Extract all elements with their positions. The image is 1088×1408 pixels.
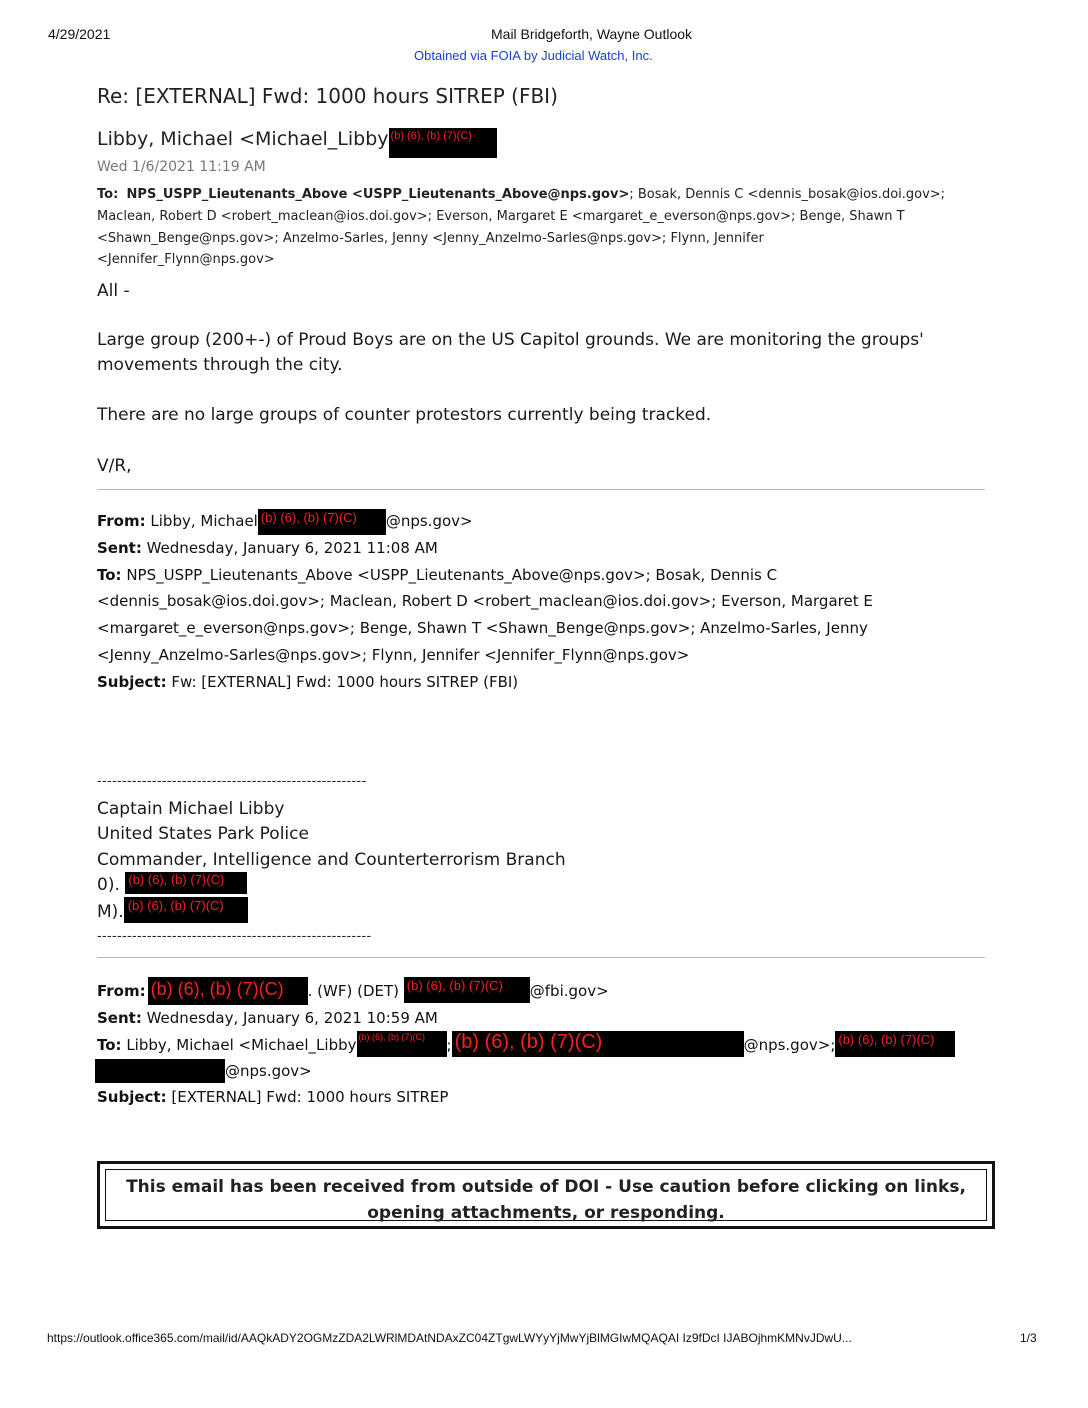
redaction-box: (b) (6), (b) (7)(C) [389,128,497,158]
signature-dashes-top: ------------------------------------------------------ [97,774,367,789]
signature-dashes-bottom: ------------------------------------------------------- [97,929,372,944]
fwd2-to-name: Libby, Michael <Michael_Libby [126,1036,357,1054]
redaction-box: (b) (6), (b) (7)(C) [357,1031,447,1057]
print-title: Mail Bridgeforth, Wayne Outlook [491,26,693,42]
fwd2-subject-value: [EXTERNAL] Fwd: 1000 hours SITREP [171,1088,449,1106]
fwd1-from [97,512,473,535]
to-line-1 [97,187,945,202]
fwd1-to-line-1 [97,566,777,584]
fwd2-sent [97,1009,438,1027]
fwd2-subject-label: Subject: [97,1088,167,1106]
fwd1-to-label: To: [97,566,122,584]
redaction-box: (b) (6), (b) (7)(C) [148,977,308,1005]
fwd2-to-line-1 [97,1031,955,1057]
fwd2-from-mid: . (WF) (DET) [307,982,399,1000]
foia-note: Obtained via FOIA by Judicial Watch, Inc. [414,48,653,63]
fwd1-subject-value: Fw: [EXTERNAL] Fwd: 1000 hours SITREP (FBI) [171,673,519,691]
fwd2-to-label: To: [97,1036,122,1054]
redaction-box: (b) (6), (b) (7)(C) [125,872,247,894]
fwd1-sent-label: Sent: [97,539,142,557]
sender-name: Libby, Michael <Michael_Libby [97,128,389,150]
redaction-box: (b) (6), (b) (7)(C) [835,1031,955,1057]
sender-line [97,128,497,158]
body-signoff: V/R, [97,456,132,476]
notice-line-1: This email has been received from outside of DOI - Use caution before clicking on links, [126,1177,966,1197]
fwd1-to-line-3: <margaret_e_everson@nps.gov>; Benge, Shawn T <Shawn_Benge@nps.gov>; Anzelmo-Sarles, Jenny [97,619,868,637]
mobile-phone-prefix: M). [97,902,124,922]
signature-mobile-phone [97,898,248,923]
footer-page-number: 1/3 [1020,1331,1037,1345]
fwd2-to-line-2 [95,1059,312,1083]
signature-name: Captain Michael Libby [97,799,285,819]
fwd1-from-domain: @nps.gov> [385,512,473,530]
fwd2-from [97,978,609,1005]
notice-line-2: opening attachments, or responding. [367,1203,725,1223]
redaction-box: (b) (6), (b) (7)(C) [452,1031,744,1057]
redaction-box [95,1059,225,1083]
body-greeting: All - [97,281,130,301]
body-paragraph-2: There are no large groups of counter protestors currently being tracked. [97,405,712,425]
fwd1-to-value: NPS_USPP_Lieutenants_Above <USPP_Lieutenants_Above@nps.gov>; Bosak, Dennis C [126,566,778,584]
fwd2-from-domain: @fbi.gov> [529,982,609,1000]
to-primary-recipient[interactable]: NPS_USPP_Lieutenants_Above <USPP_Lieutenants_Above@nps.gov> [126,187,630,202]
signature-title: Commander, Intelligence and Counterterrorism Branch [97,850,566,870]
body-paragraph-1-line-2: movements through the city. [97,355,343,375]
fwd1-to-line-4: <Jenny_Anzelmo-Sarles@nps.gov>; Flynn, Jennifer <Jennifer_Flynn@nps.gov> [97,646,690,664]
fwd1-subject [97,673,518,691]
signature-office-phone [97,872,247,895]
to-line-1-rest: ; Bosak, Dennis C <dennis_bosak@ios.doi.gov>; [629,187,946,202]
body-paragraph-1-line-1: Large group (200+-) of Proud Boys are on the US Capitol grounds. We are monitoring the groups' [97,330,924,350]
fwd2-from-label: From: [97,982,146,1000]
to-line-4: <Jennifer_Flynn@nps.gov> [97,252,275,267]
fwd1-sent-value: Wednesday, January 6, 2021 11:08 AM [146,539,438,557]
fwd2-subject [97,1088,448,1106]
external-email-notice [97,1161,995,1229]
fwd1-from-label: From: [97,512,146,530]
signature-org: United States Park Police [97,824,309,844]
redaction-box: (b) (6), (b) (7)(C) [258,509,386,535]
fwd1-to-line-2: <dennis_bosak@ios.doi.gov>; Maclean, Robert D <robert_maclean@ios.doi.gov>; Everson, Margaret E [97,592,873,610]
fwd2-sent-label: Sent: [97,1009,142,1027]
fwd1-from-name: Libby, Michael [150,512,258,530]
print-date: 4/29/2021 [48,26,111,42]
divider [97,957,985,958]
email-subject: Re: [EXTERNAL] Fwd: 1000 hours SITREP (FBI) [97,84,558,108]
to-line-3: <Shawn_Benge@nps.gov>; Anzelmo-Sarles, Jenny <Jenny_Anzelmo-Sarles@nps.gov>; Flynn, Jennifer [97,231,764,246]
email-date: Wed 1/6/2021 11:19 AM [97,159,266,175]
notice-text [100,1174,992,1226]
footer-url: https://outlook.office365.com/mail/id/AAQkADY2OGMzZDA2LWRlMDAtNDAxZC04ZTgwLWYyYjMwYjBlMGIwMQAQAI Iz9fDcI IJABOjhmKMNvJDwU... [47,1331,852,1345]
office-phone-prefix: 0). [97,875,120,895]
to-label: To: [97,187,119,202]
fwd2-to-line-2-domain: @nps.gov> [225,1062,312,1080]
fwd1-sent [97,539,438,557]
fwd2-to-domain: @nps.gov>; [743,1036,836,1054]
redaction-box: (b) (6), (b) (7)(C) [404,977,530,1003]
divider [97,489,985,490]
redaction-box: (b) (6), (b) (7)(C) [124,897,248,923]
fwd2-sent-value: Wednesday, January 6, 2021 10:59 AM [146,1009,438,1027]
to-line-2: Maclean, Robert D <robert_maclean@ios.doi.gov>; Everson, Margaret E <margaret_e_everson@nps.gov>; Benge, Shawn T [97,209,905,224]
fwd2-to-separator: ; [446,1036,452,1054]
fwd1-subject-label: Subject: [97,673,167,691]
